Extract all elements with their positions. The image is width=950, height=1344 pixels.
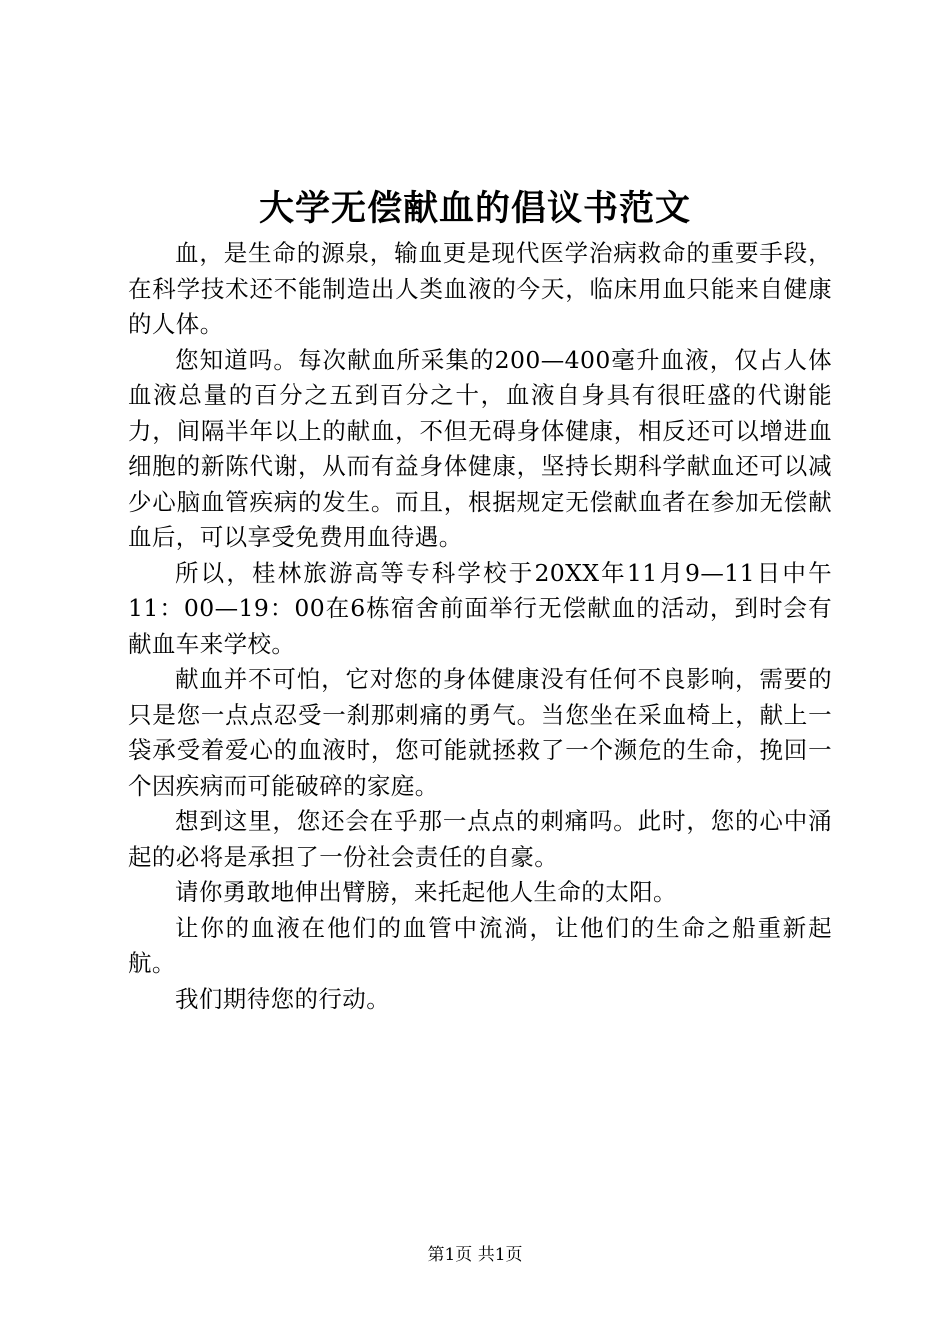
page-footer: 第1页 共1页 (427, 1245, 523, 1265)
document-body (128, 236, 832, 1017)
paragraph-3: 所以，桂林旅游高等专科学校于20XX年11月9—11日中午11：00—19：00在6栋宿舍前面举行无偿献血的活动，到时会有献血车来学校。 (128, 558, 832, 658)
paragraph-4: 献血并不可怕，它对您的身体健康没有任何不良影响，需要的只是您一点点忍受一刹那刺痛的勇气。当您坐在采血椅上，献上一袋承受着爱心的血液时，您可能就拯救了一个濒危的生命，挽回一个因疾病而可能破碎的家庭。 (128, 665, 832, 800)
paragraph-8: 我们期待您的行动。 (175, 984, 391, 1013)
paragraph-1: 血，是生命的源泉，输血更是现代医学治病救命的重要手段，在科学技术还不能制造出人类血液的今天，临床用血只能来自健康的人体。 (128, 239, 832, 338)
document-title: 大学无偿献血的倡议书范文 (258, 188, 691, 229)
paragraph-7: 让你的血液在他们的血管中流淌，让他们的生命之船重新起航。 (128, 913, 832, 977)
paragraph-6: 请你勇敢地伸出臂膀，来托起他人生命的太阳。 (175, 878, 677, 906)
paragraph-5: 想到这里，您还会在乎那一点点的刺痛吗。此时，您的心中涌起的必将是承担了一份社会责任的自豪。 (128, 807, 832, 871)
paragraph-2: 您知道吗。每次献血所采集的200—400毫升血液，仅占人体血液总量的百分之五到百分之十，血液自身具有很旺盛的代谢能力，间隔半年以上的献血，不但无碍身体健康，相反还可以增进血细胞的新陈代谢，从而有益身体健康，坚持长期科学献血还可以减少心脑血管疾病的发生。而且，根据规定无偿献血者在参加无偿献血后，可以享受免费用血待遇。 (128, 345, 832, 551)
